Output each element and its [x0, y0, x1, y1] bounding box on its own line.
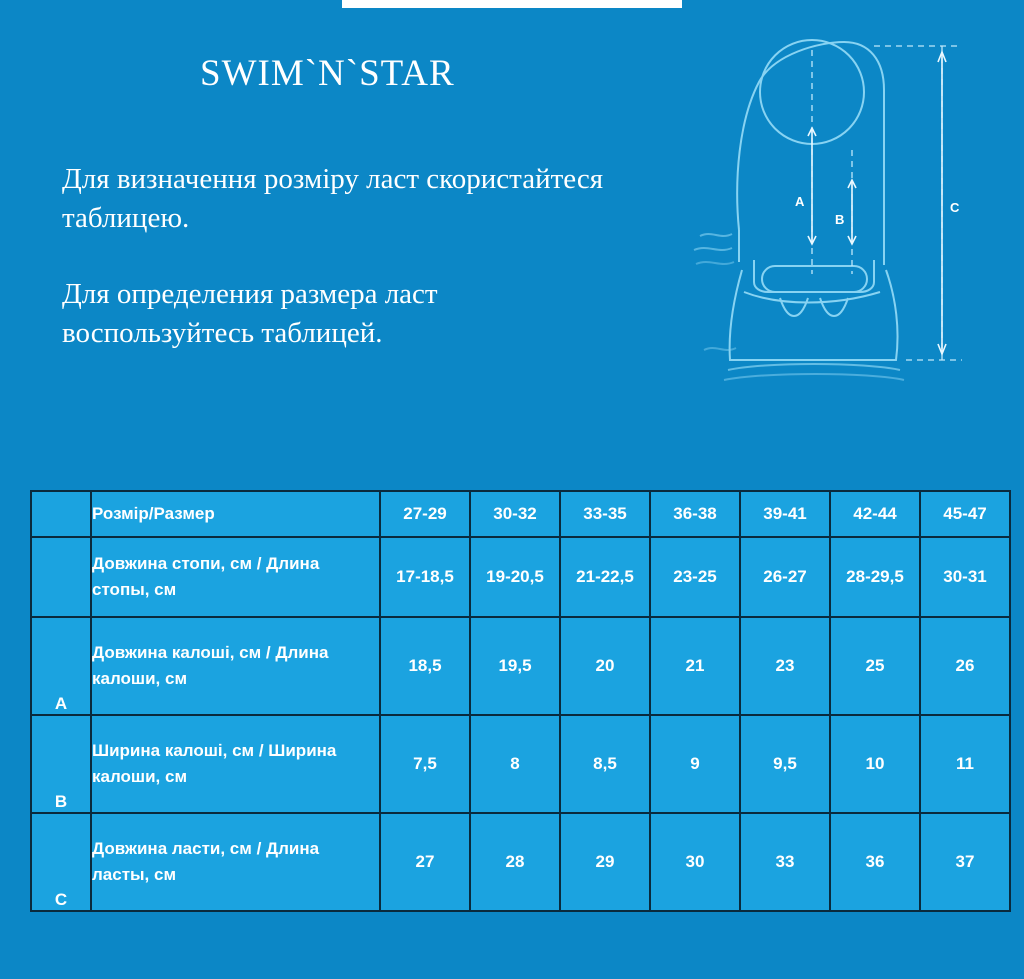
b-val-4: 9,5 — [740, 715, 830, 813]
c-val-6: 37 — [920, 813, 1010, 911]
c-val-4: 33 — [740, 813, 830, 911]
foot-val-3: 23-25 — [650, 537, 740, 617]
row-letter-foot — [31, 537, 91, 617]
foot-val-1: 19-20,5 — [470, 537, 560, 617]
b-val-2: 8,5 — [560, 715, 650, 813]
table-row — [31, 813, 1010, 911]
c-val-2: 29 — [560, 813, 650, 911]
header-size-4: 39-41 — [740, 491, 830, 537]
intro-text-block — [62, 160, 622, 352]
c-val-1: 28 — [470, 813, 560, 911]
row-label-b: Ширина калоші, см / Ширина калоши, см — [91, 715, 380, 813]
b-val-1: 8 — [470, 715, 560, 813]
top-strip — [0, 0, 1024, 8]
foot-val-0: 17-18,5 — [380, 537, 470, 617]
row-letter-b: B — [31, 715, 91, 813]
table-header-row — [31, 491, 1010, 537]
header-size-2: 33-35 — [560, 491, 650, 537]
row-label-a: Довжина калоші, см / Длина калоши, см — [91, 617, 380, 715]
table-row — [31, 617, 1010, 715]
diagram-label-a: A — [795, 194, 805, 209]
header-label-cell: Розмір/Размер — [91, 491, 380, 537]
top-strip-gap — [342, 0, 682, 8]
row-label-foot: Довжина стопи, см / Длина стопы, см — [91, 537, 380, 617]
row-letter-c: C — [31, 813, 91, 911]
foot-val-2: 21-22,5 — [560, 537, 650, 617]
foot-val-4: 26-27 — [740, 537, 830, 617]
row-letter-a: A — [31, 617, 91, 715]
b-val-3: 9 — [650, 715, 740, 813]
c-val-3: 30 — [650, 813, 740, 911]
intro-line-ru: Для определения размера ласт воспользуйтесь таблицей. — [62, 278, 438, 349]
c-val-5: 36 — [830, 813, 920, 911]
a-val-4: 23 — [740, 617, 830, 715]
a-val-1: 19,5 — [470, 617, 560, 715]
swim-fin-measurement-diagram — [684, 30, 1004, 390]
header-size-1: 30-32 — [470, 491, 560, 537]
size-table — [30, 490, 1011, 912]
header-size-5: 42-44 — [830, 491, 920, 537]
c-val-0: 27 — [380, 813, 470, 911]
a-val-5: 25 — [830, 617, 920, 715]
a-val-2: 20 — [560, 617, 650, 715]
a-val-3: 21 — [650, 617, 740, 715]
header-letter-cell — [31, 491, 91, 537]
foot-val-5: 28-29,5 — [830, 537, 920, 617]
header-size-0: 27-29 — [380, 491, 470, 537]
diagram-label-c: C — [950, 200, 960, 215]
table-row — [31, 537, 1010, 617]
row-label-c: Довжина ласти, см / Длина ласты, см — [91, 813, 380, 911]
intro-line-uk: Для визначення розміру ласт скористайтеся таблицею. — [62, 163, 604, 234]
b-val-6: 11 — [920, 715, 1010, 813]
header-size-3: 36-38 — [650, 491, 740, 537]
size-table-container — [30, 490, 995, 912]
diagram-label-b: B — [835, 212, 845, 227]
a-val-6: 26 — [920, 617, 1010, 715]
brand-title: SWIM`N`STAR — [200, 53, 455, 94]
foot-val-6: 30-31 — [920, 537, 1010, 617]
table-row — [31, 715, 1010, 813]
b-val-5: 10 — [830, 715, 920, 813]
header-size-6: 45-47 — [920, 491, 1010, 537]
b-val-0: 7,5 — [380, 715, 470, 813]
a-val-0: 18,5 — [380, 617, 470, 715]
